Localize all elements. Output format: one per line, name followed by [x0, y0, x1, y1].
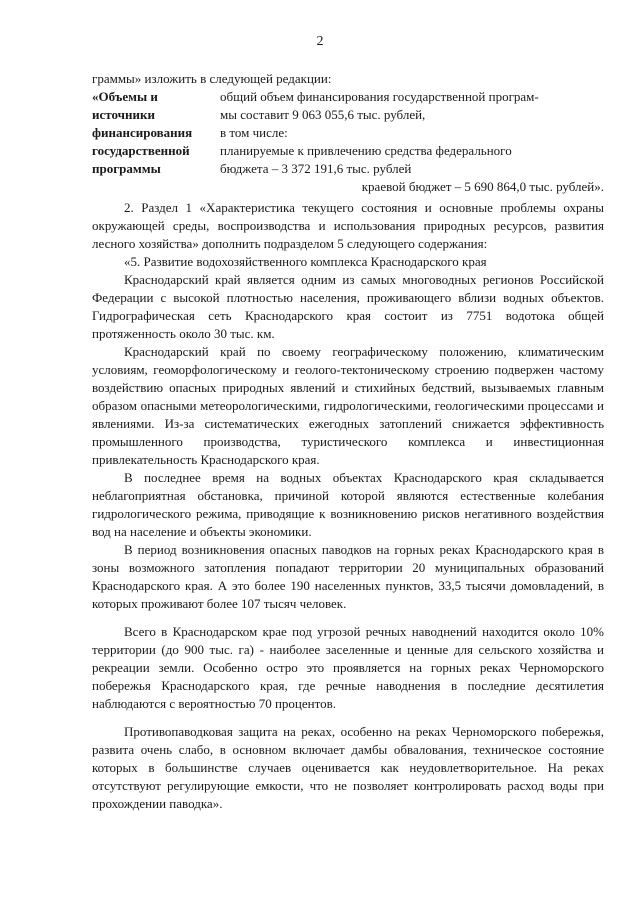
- label-line: программы: [92, 161, 161, 176]
- funding-value: [220, 88, 604, 196]
- paragraph: Краснодарский край по своему географическому положению, климатическим условиям, геоморфологическому и геолого-тектоническому строению подвержен частому воздействию опасных природных явлений и стихийных бедствий, вызываемых главным образом опасными метеорологическими, гидрологическими, геологическими процессами и явлениями. Из-за систематических ежегодных затоплений снижается эффективность промышленного производства, туристического комплекса и инвестиционная привлекательность Краснодарского края.: [92, 344, 604, 467]
- value-line: краевой бюджет – 5 690 864,0 тыс. рублей».: [361, 179, 604, 194]
- funding-table: [92, 88, 604, 196]
- value-line: общий объем финансирования государственной програм-: [220, 89, 539, 104]
- paragraph: 2. Раздел 1 «Характеристика текущего состояния и основные проблемы охраны окружающей среды, воспроизводства и использования природных ресурсов, развития лесного хозяйства» дополнить подразделом 5 следующего содержания:: [92, 200, 604, 251]
- funding-label: [92, 88, 220, 196]
- document-body: [92, 70, 604, 813]
- paragraph: Краснодарский край является одним из самых многоводных регионов Российской Федерации с высокой плотностью населения, проживающего вблизи водных объектов. Гидрографическая сеть Краснодарского края состоит из 7751 водотока общей протяженность около 30 тыс. км.: [92, 272, 604, 341]
- section-heading: «5. Развитие водохозяйственного комплекса Краснодарского края: [124, 254, 487, 269]
- label-line: источники: [92, 107, 155, 122]
- paragraph: Противопаводковая защита на реках, особенно на реках Черноморского побережья, развита очень слабо, в основном включает дамбы обвалования, техническое состояние которых в большинстве случаев оценивается как неудовлетворительное. На реках отсутствуют регулирующие емкости, что не позволяет контролировать расход воды при прохождении паводка».: [92, 724, 604, 811]
- label-line: «Объемы и: [92, 89, 158, 104]
- value-line: бюджета – 3 372 191,6 тыс. рублей: [220, 161, 412, 176]
- label-line: государственной: [92, 143, 190, 158]
- paragraph: В последнее время на водных объектах Краснодарского края складывается неблагоприятная обстановка, причиной которой являются естественные колебания гидрологического режима, приводящие к возникновению рисков негативного воздействия вод на население и объекты экономики.: [92, 470, 604, 539]
- paragraph: Всего в Краснодарском крае под угрозой речных наводнений находится около 10% территории (до 900 тыс. га) - наиболее заселенные и ценные для сельского хозяйства и рекреации земли. Особенно остро это проявляется на горных реках Черноморского побережья Краснодарского края, где речные наводнения в последние десятилетия наблюдаются с вероятностью 70 процентов.: [92, 624, 604, 711]
- intro-line: граммы» изложить в следующей редакции:: [92, 71, 332, 86]
- value-line: планируемые к привлечению средства федерального: [220, 143, 512, 158]
- page-number: 2: [316, 34, 324, 49]
- value-line: в том числе:: [220, 125, 288, 140]
- value-line: мы составит 9 063 055,6 тыс. рублей,: [220, 107, 426, 122]
- label-line: финансирования: [92, 125, 193, 140]
- paragraph: В период возникновения опасных паводков на горных реках Краснодарского края в зоны возможного затопления попадают территории 20 муниципальных образований Краснодарского края. А это более 190 населенных пунктов, 33,5 тысячи домовладений, в которых проживают более 107 тысяч человек.: [92, 542, 604, 611]
